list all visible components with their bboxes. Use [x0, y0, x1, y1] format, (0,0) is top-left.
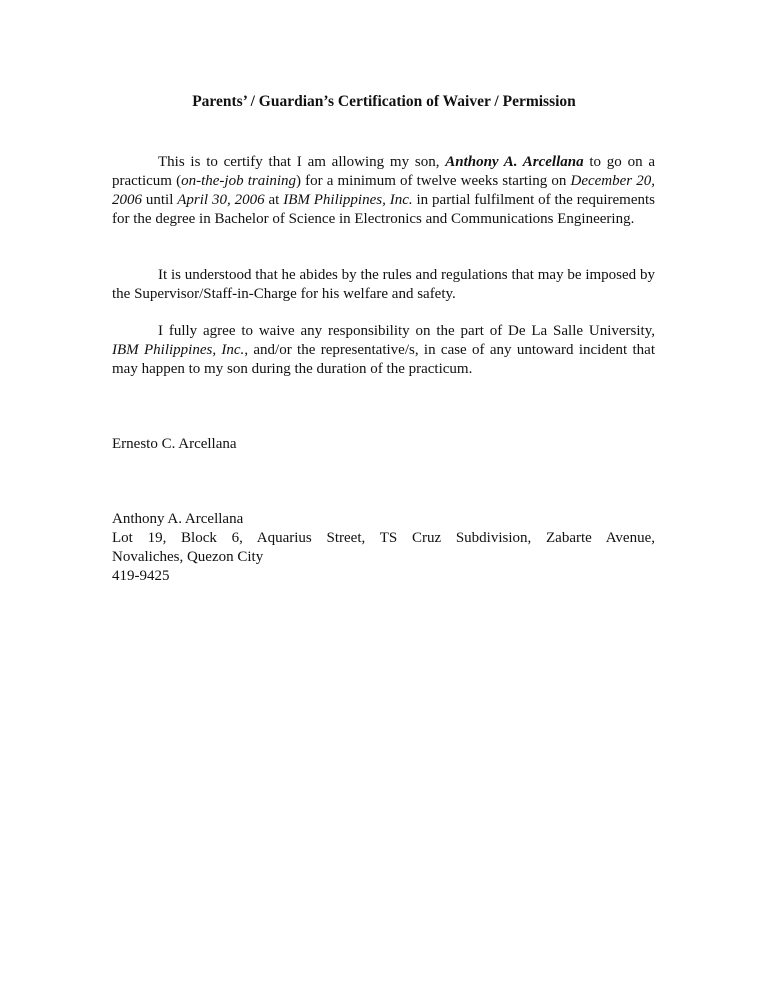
p1-at-text: at	[264, 192, 284, 208]
parent-signatory	[112, 435, 655, 454]
company-name: IBM Philippines, Inc.	[283, 192, 413, 208]
p3-intro-text: I fully agree to waive any responsibility on the part of De La Salle University,	[158, 323, 655, 339]
address-line-1: Lot 19, Block 6, Aquarius Street, TS Cruz Subdivision, Zabarte Avenue,	[112, 530, 655, 546]
student-name: Anthony A. Arcellana	[445, 154, 584, 170]
document-title: Parents’ / Guardian’s Certification of Waiver / Permission	[192, 93, 576, 110]
p1-text-2: to go on a practicum (	[112, 154, 655, 189]
address-line-2: Novaliches, Quezon City	[112, 549, 264, 565]
p1-text-3: ) for a minimum of twelve weeks starting on	[296, 173, 571, 189]
p1-until-text: until	[142, 192, 178, 208]
p1-intro-text: This is to certify that I am allowing my son,	[158, 154, 446, 170]
signatory-name: Ernesto C. Arcellana	[112, 436, 237, 452]
contact-name: Anthony A. Arcellana	[112, 511, 244, 527]
company-name: IBM Philippines, Inc.	[112, 342, 245, 358]
p1-rest-text: in partial fulfilment of the requirements for the degree in Bachelor of Science in Electronics and Communications Engineering.	[112, 192, 655, 227]
phone-number: 419-9425	[112, 568, 170, 584]
student-contact-block	[112, 510, 655, 586]
end-date: April 30, 2006	[177, 192, 265, 208]
certification-paragraph	[112, 153, 655, 229]
rules-paragraph: It is understood that he abides by the rules and regulations that may be imposed by the Supervisor/Staff-in-Charge for his welfare and safety.	[112, 267, 655, 302]
training-type: on-the-job training	[181, 173, 297, 189]
waiver-paragraph	[112, 322, 655, 379]
start-date: December 20, 2006	[112, 173, 655, 208]
p3-rest-text: , and/or the representative/s, in case of any untoward incident that may happen to my son during the duration of the practicum.	[112, 342, 655, 377]
